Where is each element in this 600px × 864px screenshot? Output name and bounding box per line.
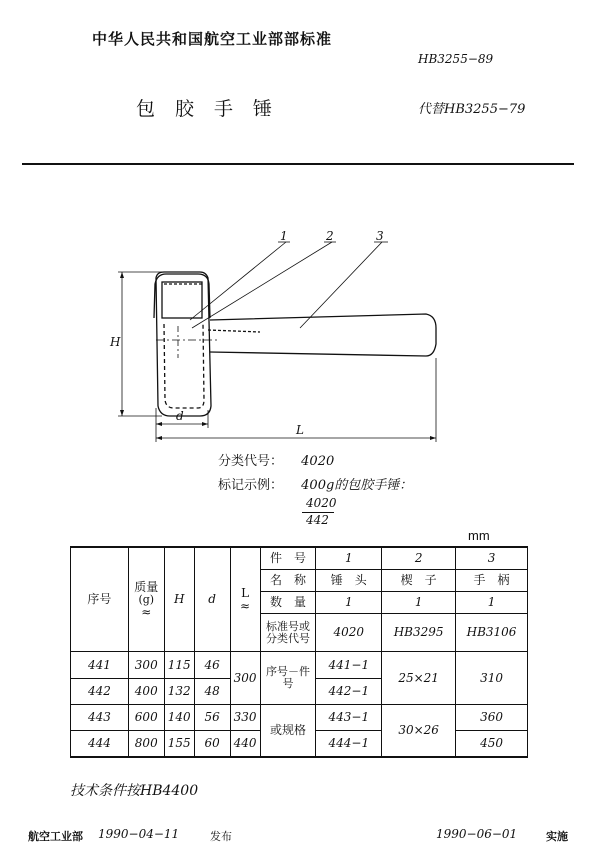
header-seq: 序号 bbox=[71, 547, 129, 652]
row-d: 48 bbox=[194, 678, 230, 704]
std-label: 标准号或分类代号 bbox=[260, 614, 316, 652]
row-part1: 442−1 bbox=[316, 678, 382, 704]
part-name-2: 楔 子 bbox=[382, 569, 456, 591]
wedge-spec: 25×21 bbox=[382, 652, 456, 705]
wedge-spec: 30×26 bbox=[382, 704, 456, 757]
hammer-drawing bbox=[100, 228, 450, 450]
header-l-approx: ≈ bbox=[240, 598, 251, 613]
footer-effective-date: 1990−06−01 bbox=[436, 827, 518, 841]
part-qty-1: 1 bbox=[316, 591, 382, 613]
seq-part-label: 序号－件号 bbox=[260, 652, 316, 705]
part-qty-2: 1 bbox=[382, 591, 456, 613]
row-h: 115 bbox=[164, 652, 194, 678]
dim-l-label: L bbox=[296, 423, 304, 437]
document-title: 包胶手锤 bbox=[136, 98, 293, 120]
table-row bbox=[71, 652, 528, 678]
part-qty-3: 1 bbox=[456, 591, 528, 613]
header-mass-approx: ≈ bbox=[141, 604, 152, 619]
technical-conditions: 技术条件按HB4400 bbox=[70, 783, 199, 799]
header-d: d bbox=[194, 547, 230, 652]
part-no-label: 件 号 bbox=[260, 547, 316, 569]
header-l-label: L bbox=[241, 585, 250, 600]
marking-example bbox=[218, 474, 412, 493]
row-d: 56 bbox=[194, 704, 230, 730]
callout-1: 1 bbox=[280, 229, 288, 243]
row-seq: 441 bbox=[71, 652, 129, 678]
part-no-3: 3 bbox=[456, 547, 528, 569]
row-mass: 800 bbox=[128, 731, 164, 757]
row-mass: 300 bbox=[128, 652, 164, 678]
header-l bbox=[230, 547, 260, 652]
unit-label: mm bbox=[468, 528, 490, 543]
handle bbox=[210, 314, 436, 356]
row-h: 155 bbox=[164, 731, 194, 757]
handle-spec: 360 bbox=[456, 704, 528, 730]
replaces-standard: 代替HB3255−79 bbox=[418, 102, 526, 117]
header-mass bbox=[128, 547, 164, 652]
row-l: 300 bbox=[230, 652, 260, 705]
part-name-1: 锤 头 bbox=[316, 569, 382, 591]
issuing-organization: 中华人民共和国航空工业部部标准 bbox=[92, 30, 333, 48]
part-no-2: 2 bbox=[382, 547, 456, 569]
row-l: 330 bbox=[230, 704, 260, 730]
row-mass: 400 bbox=[128, 678, 164, 704]
row-seq: 442 bbox=[71, 678, 129, 704]
spec-table bbox=[70, 546, 528, 758]
part-name-3: 手 柄 bbox=[456, 569, 528, 591]
marking-example-value: 400g的包胶手锤： bbox=[301, 478, 413, 493]
part-std-1: 4020 bbox=[316, 614, 382, 652]
classification-code-label: 分类代号： bbox=[218, 454, 284, 469]
mark-denominator: 442 bbox=[306, 513, 329, 527]
part-no-1: 1 bbox=[316, 547, 382, 569]
rubber-cover bbox=[156, 272, 211, 416]
row-h: 132 bbox=[164, 678, 194, 704]
leader-1 bbox=[190, 242, 286, 320]
standard-code: HB3255−89 bbox=[418, 52, 494, 66]
handle-spec: 310 bbox=[456, 652, 528, 705]
marking-example-label: 标记示例： bbox=[218, 478, 284, 493]
header-mass-label: 质量 bbox=[134, 579, 159, 594]
footer-issue-label: 发布 bbox=[210, 830, 232, 843]
dim-h-label: H bbox=[110, 335, 121, 349]
qty-label: 数 量 bbox=[260, 591, 316, 613]
mark-numerator: 4020 bbox=[306, 496, 337, 510]
footer-issuer: 航空工业部 bbox=[28, 830, 83, 843]
row-seq: 444 bbox=[71, 731, 129, 757]
header-mass-unit: (g) bbox=[138, 592, 155, 606]
spec-label: 或规格 bbox=[260, 704, 316, 757]
row-seq: 443 bbox=[71, 704, 129, 730]
row-part1: 443−1 bbox=[316, 704, 382, 730]
row-h: 140 bbox=[164, 704, 194, 730]
row-part1: 444−1 bbox=[316, 731, 382, 757]
row-d: 46 bbox=[194, 652, 230, 678]
part-std-2: HB3295 bbox=[382, 614, 456, 652]
handle-spec: 450 bbox=[456, 731, 528, 757]
classification-code bbox=[218, 450, 334, 469]
header-h: H bbox=[164, 547, 194, 652]
name-label: 名 称 bbox=[260, 569, 316, 591]
callout-3: 3 bbox=[376, 229, 384, 243]
row-d: 60 bbox=[194, 731, 230, 757]
footer-effective-label: 实施 bbox=[546, 830, 568, 843]
row-part1: 441−1 bbox=[316, 652, 382, 678]
row-mass: 600 bbox=[128, 704, 164, 730]
part-std-3: HB3106 bbox=[456, 614, 528, 652]
dim-d-label: d bbox=[176, 409, 184, 423]
leader-2 bbox=[192, 242, 332, 328]
row-l: 440 bbox=[230, 731, 260, 757]
callout-2: 2 bbox=[326, 229, 334, 243]
hammer-core bbox=[162, 282, 202, 318]
footer-issue-date: 1990−04−11 bbox=[98, 827, 180, 841]
header-rule bbox=[22, 163, 574, 165]
classification-code-value: 4020 bbox=[301, 454, 335, 469]
table-row bbox=[71, 704, 528, 730]
